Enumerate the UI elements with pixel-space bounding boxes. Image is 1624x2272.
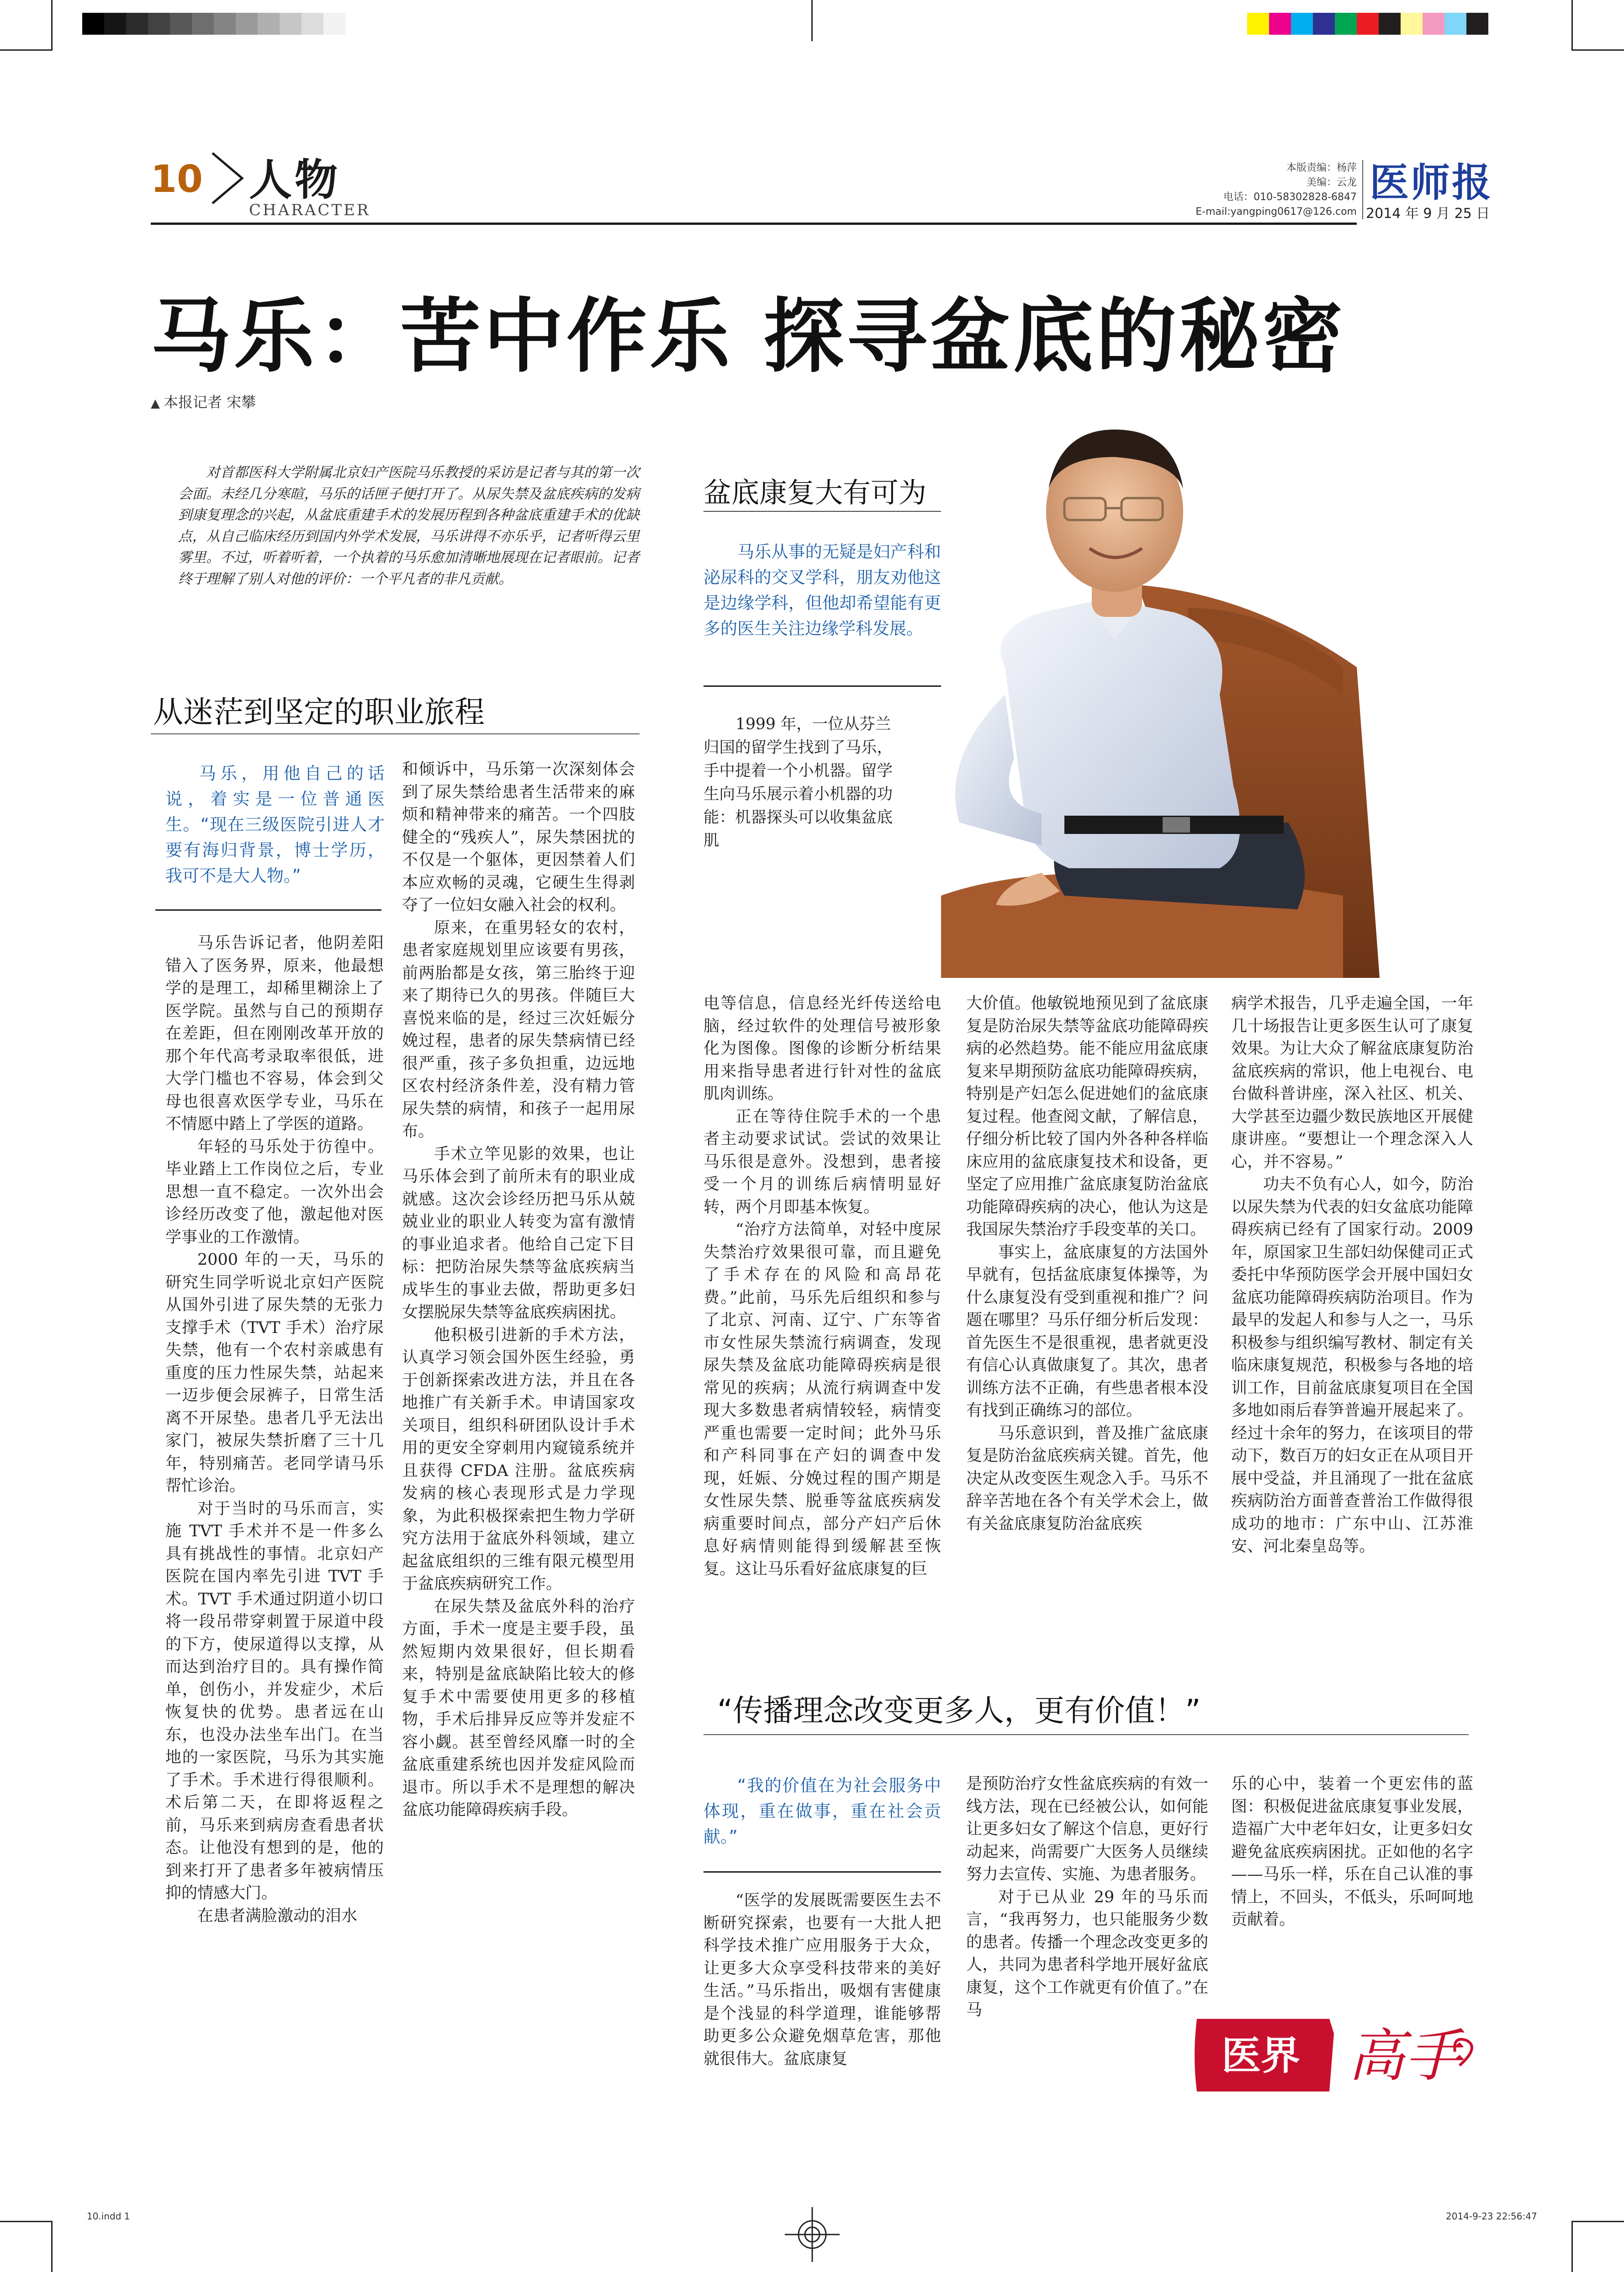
gray-swatch [214,13,236,35]
masthead-divider [1362,160,1363,219]
column-badge [1192,2015,1485,2095]
paragraph: 大价值。他敏锐地预见到了盆底康复是防治尿失禁等盆底功能障碍疾病的必然趋势。能不能应用盆底康复来早期预防盆底功能障碍疾病，特别是产妇怎么促进她们的盆底康复过程。他查阅文献，了解信息，仔细分析比较了国内外各种各样临床应用的盆底康复技术和设备，更坚定了应用推广盆底康复防治盆底功能障碍疾病的决心，他认为这是我国尿失禁治疗手段变革的关口。 [966,994,1208,1239]
crop-mark [1571,2221,1624,2222]
chevron-right-icon [208,151,249,206]
paragraph: “治疗方法简单，对轻中度尿失禁治疗效果很可靠，而且避免了手术存在的风险和高昂花费。”此前，马乐先后组织和参与了北京、河南、辽宁、广东等省市女性尿失禁流行病调查，发现尿失禁及盆底功能障碍疾病是很常见的疾病；从流行病调查中发现大多数患者病情较轻，病情变严重也需要一定时间；此外马乐和产科同事在产妇的调查中发现，妊娠、分娩过程的围产期是女性尿失禁、脱垂等盆底疾病发病重要时间点，部分产妇产后休息好病情则能得到缓解甚至恢复。这让马乐看好盆底康复的巨 [704,1221,941,1578]
gray-swatch [192,13,214,35]
gray-swatch [104,13,126,35]
color-swatch [1335,13,1357,35]
grayscale-bar [82,13,345,35]
crop-mark [1571,49,1624,51]
paragraph: 年轻的马乐处于彷徨中。毕业踏上工作岗位之后，专业思想一直不稳定。一次外出会诊经历改变了他，激起他对医学事业的工作激情。 [165,1137,384,1247]
crop-mark [0,49,53,51]
crop-mark [811,0,813,41]
paragraph: 对于当时的马乐而言，实施 TVT 手术并不是一件多么具有挑战性的事情。北京妇产医院在国内率先引进 TVT 手术。TVT 手术通过阴道小切口将一段吊带穿刺置于尿道中段的下方，使尿道得以支撑，从而达到治疗目的。具有操作简单，创伤小，并发症少，术后恢复快的优势。患者远在山东，也没办法坐车出门。在当地的一家医院，马乐为其实施了手术。手术进行得很顺利。术后第二天，在即将返程之前，马乐来到病房查看患者状态。让他没有想到的是，他的到来打开了患者多年被病情压抑的情感大门。 [165,1499,384,1902]
editor-credit: 本版责编：杨萍 [1286,162,1357,174]
pullquote-divider [704,685,941,687]
paragraph: 原来，在重男轻女的农村，患者家庭规划里应该要有男孩，前两胎都是女孩，第三胎终于迎来了期待已久的男孩。伴随巨大喜悦来临的是，经过三次妊娠分娩过程，患者的尿失禁病情已经很严重，孩子多负担重，边远地区农村经济条件差，没有精力管尿失禁的病情，和孩子一起用尿布。 [402,918,635,1141]
color-swatch [1466,13,1488,35]
gray-swatch [170,13,192,35]
section3-heading: “传播理念改变更多人，更有价值！” [717,1693,1201,1728]
gray-swatch [258,13,280,35]
body-column-8 [1231,1773,1473,1932]
paragraph: 是预防治疗女性盆底疾病的有效一线方法，现在已经被公认，如何能让更多妇女了解这个信息，更好行动起来，尚需要广大医务人员继续努力去宣传、实施、为患者服务。 [966,1775,1208,1884]
paragraph: 功夫不负有心人，如今，防治以尿失禁为代表的妇女盆底功能障碍疾病已经有了国家行动。2009 年，原国家卫生部妇幼保健司正式委托中华预防医学会开展中国妇女盆底功能障碍疾病防治项目。作为最早的发起人和参与人之一，马乐积极参与组织编写教材、制定有关临床康复规范，积极参与各地的培训工作，目前盆底康复项目在全国多地如雨后春笋普遍开展起来了。经过十余年的努力，在该项目的带动下，数百万的妇女正在从项目开展中受益，并且涌现了一批在盆底疾病防治方面普查普治工作做得很成功的地市：广东中山、江苏淮安、河北秦皇岛等。 [1231,1175,1473,1555]
gray-swatch [323,13,345,35]
section1-divider [151,733,640,734]
body-column-3 [704,993,941,1581]
designer-credit: 美编：云龙 [1306,177,1357,188]
gray-swatch [148,13,170,35]
byline-marker-icon: ▲ [151,397,160,410]
pullquote-divider [155,909,381,911]
paragraph: 对于已从业 29 年的马乐而言，“我再努力，也只能服务少数的患者。传播一个理念改变更多的人，共同为患者科学地开展好盆底康复，这个工作就更有价值了。”在马 [966,1888,1208,2019]
badge-left-text: 医界 [1222,2033,1300,2079]
section-title-en: CHARACTER [249,201,370,219]
section2-heading: 盆底康复大有可为 [704,477,927,509]
paragraph: 和倾诉中，马乐第一次深刻体会到了尿失禁给患者生活带来的麻烦和精神带来的痛苦。一个四肢健全的“残疾人”，尿失禁困扰的不仅是一个躯体，更因禁着人们本应欢畅的灵魂，它硬生生得剥夺了一位妇女融入社会的权利。 [402,760,635,914]
paragraph: 在患者满脸激动的泪水 [197,1906,358,1925]
section1-heading: 从迷茫到坚定的职业旅程 [153,695,485,730]
crop-mark [51,0,53,50]
newspaper-logo: 医师报 [1370,159,1493,206]
paragraph: 在尿失禁及盆底外科的治疗方面，手术一度是主要手段，虽然短期内效果很好，但长期看来，特别是盆底缺陷比较大的修复手术中需要使用更多的移植物，手术后排异反应等并发症不容小觑。甚至曾经风靡一时的全盆底重建系统也因并发症风险而退市。所以手术不是理想的解决盆底功能障碍疾病手段。 [402,1597,635,1819]
section2-pullquote: 马乐从事的无疑是妇产科和泌尿科的交叉学科，朋友劝他这是边缘学科，但他却希望能有更多的医生关注边缘学科发展。 [704,542,941,638]
intro-paragraph: 对首都医科大学附属北京妇产医院马乐教授的采访是记者与其的第一次会面。未经几分寒暄，马乐的话匣子便打开了。从尿失禁及盆底疾病的发病到康复理念的兴起，从盆底重建手术的发展历程到各种盆底重建手术的优缺点，从自己临床经历到国内外学术发展，马乐讲得不亦乐乎，记者听得云里雾里。不过，听着听着，一个执着的马乐愈加清晰地展现在记者眼前。记者终于理解了别人对他的评价：一个平凡者的非凡贡献。 [178,465,640,587]
email-credit: E-mail:yangping0617@126.com [1196,206,1357,218]
paragraph: 2000 年的一天，马乐的研究生同学听说北京妇产医院从国外引进了尿失禁的无张力支撑手术（TVT 手术）治疗尿失禁，他有一个农村亲戚患有重度的压力性尿失禁，站起来一迈步便会尿裤子，日常生活离不开尿垫。患者几乎无法出家门，被尿失禁折磨了三十几年，特别痛苦。老同学请马乐帮忙诊治。 [165,1251,384,1495]
paragraph: 乐的心中，装着一个更宏伟的蓝图：积极促进盆底康复事业发展，造福广大中老年妇女，让更多妇女避免盆底疾病困扰。正如他的名字——马乐一样，乐在自己认准的事情上，不回头，不低头，乐呵呵地贡献着。 [1231,1775,1473,1929]
body-column-1 [165,932,384,1927]
body-column-4 [966,993,1208,1535]
crop-mark [1571,2221,1573,2272]
color-swatch [1357,13,1379,35]
pullquote-divider [704,1871,941,1873]
byline [151,391,256,412]
masthead-credits [1169,161,1357,219]
body-column-5 [1231,993,1473,1558]
paragraph: 马乐意识到，普及推广盆底康复是防治盆底疾病关键。首先，他决定从改变医生观念入手。马乐不辞辛苦地在各个有关学术会上，做有关盆底康复防治盆底疾 [966,1424,1208,1533]
color-swatch [1247,13,1269,35]
color-bar [1247,13,1488,35]
color-swatch [1291,13,1313,35]
gray-swatch [302,13,323,35]
byline-text: 本报记者 宋攀 [164,393,256,411]
body-column-2 [402,759,635,1822]
print-timestamp: 2014-9-23 22:56:47 [1446,2211,1537,2222]
registration-mark [785,2207,840,2262]
badge-right-text: 高手 [1348,2023,1462,2089]
gray-swatch [82,13,104,35]
color-swatch [1444,13,1466,35]
paragraph: 手术立竿见影的效果，也让马乐体会到了前所未有的职业成就感。这次会诊经历把马乐从兢兢业业的职业人转变为富有激情的事业追求者。他给自己定下目标：把防治尿失禁等盆底疾病当成毕生的事业去做，帮助更多妇女摆脱尿失禁等盆底疾病困扰。 [402,1145,635,1322]
paragraph: 事实上，盆底康复的方法国外早就有，包括盆底康复体操等，为什么康复没有受到重视和推广？问题在哪里？马乐仔细分析后发现：首先医生不是很重视，患者就更没有信心认真做康复了。其次，患者训练方法不正确，有些患者根本没有找到正确练习的部位。 [966,1243,1208,1420]
paragraph: 病学术报告，几乎走遍全国，一年几十场报告让更多医生认可了康复效果。为让大众了解盆底康复防治盆底疾病的常识，他上电视台、电台做科普讲座，深入社区、机关、大学甚至边疆少数民族地区开展健康讲座。“要想让一个理念深入人心，并不容易。” [1231,994,1473,1171]
paragraph: “医学的发展既需要医生去不断研究探索，也要有一大批人把科学技术推广应用服务于大众，让更多大众享受科技带来的美好生活。”马乐指出，吸烟有害健康是个浅显的科学道理，谁能够帮助更多公众避免烟草危害，那他就很伟大。盆底康复 [704,1891,941,2068]
section2-divider [704,511,941,512]
crop-mark [1571,0,1573,50]
color-swatch [1423,13,1444,35]
headline: 马乐：苦中作乐 探寻盆底的秘密 [151,289,1346,383]
crop-mark [0,2221,53,2222]
section-title: 人物 [249,155,341,205]
section3-pullquote: “我的价值在为社会服务中体现，重在做事，重在社会贡献。” [704,1776,941,1847]
page-number: 10 [151,158,203,201]
paragraph: 马乐告诉记者，他阴差阳错入了医务界，原来，他最想学的是理工，却稀里糊涂上了医学院。虽然与自己的预期存在差距，但在刚刚改革开放的那个年代高考录取率很低，进大学门槛也不容易，体会到父母也很喜欢医学专业，马乐在不情愿中踏上了学医的道路。 [165,934,384,1133]
paragraph: 电等信息，信息经光纤传送给电脑，经过软件的处理信号被形象化为图像。图像的诊断分析结果用来指导患者进行针对性的盆底肌肉训练。 [704,994,941,1103]
publication-date: 2014 年 9 月 25 日 [1366,206,1490,222]
color-swatch [1379,13,1401,35]
phone-credit: 电话：010-58302828-6847 [1223,191,1357,203]
gray-swatch [126,13,148,35]
section1-pullquote: 马乐，用他自己的话说，着实是一位普通医生。“现在三级医院引进人才要有海归背景，博士学历，我可不是大人物。” [165,764,385,886]
paragraph: 正在等待住院手术的一个患者主动要求试试。尝试的效果让马乐很是意外。没想到，患者接受一个月的训练后病情明显好转，两个月即基本恢复。 [704,1107,941,1216]
header-divider [151,223,1357,225]
crop-mark [51,2221,53,2272]
section3-divider [704,1734,1469,1735]
body-column-7 [966,1773,1208,2022]
gray-swatch [280,13,302,35]
color-swatch [1313,13,1335,35]
file-slug: 10.indd 1 [87,2211,130,2222]
color-swatch [1269,13,1291,35]
photo-caption-text: 1999 年，一位从芬兰归国的留学生找到了马乐，手中提着一个小机器。留学生向马乐展示着小机器的功能：机器探头可以收集盆底肌 [704,715,893,850]
gray-swatch [236,13,258,35]
body-column-6 [704,1890,941,2070]
paragraph: 他积极引进新的手术方法，认真学习领会国外医生经验，勇于创新探索改进方法，并且在各地推广有关新手术。申请国家攻关项目，组织科研团队设计手术用的更安全穿刺用内窥镜系统并且获得 CFDA 注册。盆底疾病发病的核心表现形式是力学现象，为此积极探索把生物力学研究方法用于盆底外科领域，建立起盆底组织的三维有限元模型用于盆底疾病研究工作。 [402,1326,635,1593]
color-swatch [1401,13,1423,35]
